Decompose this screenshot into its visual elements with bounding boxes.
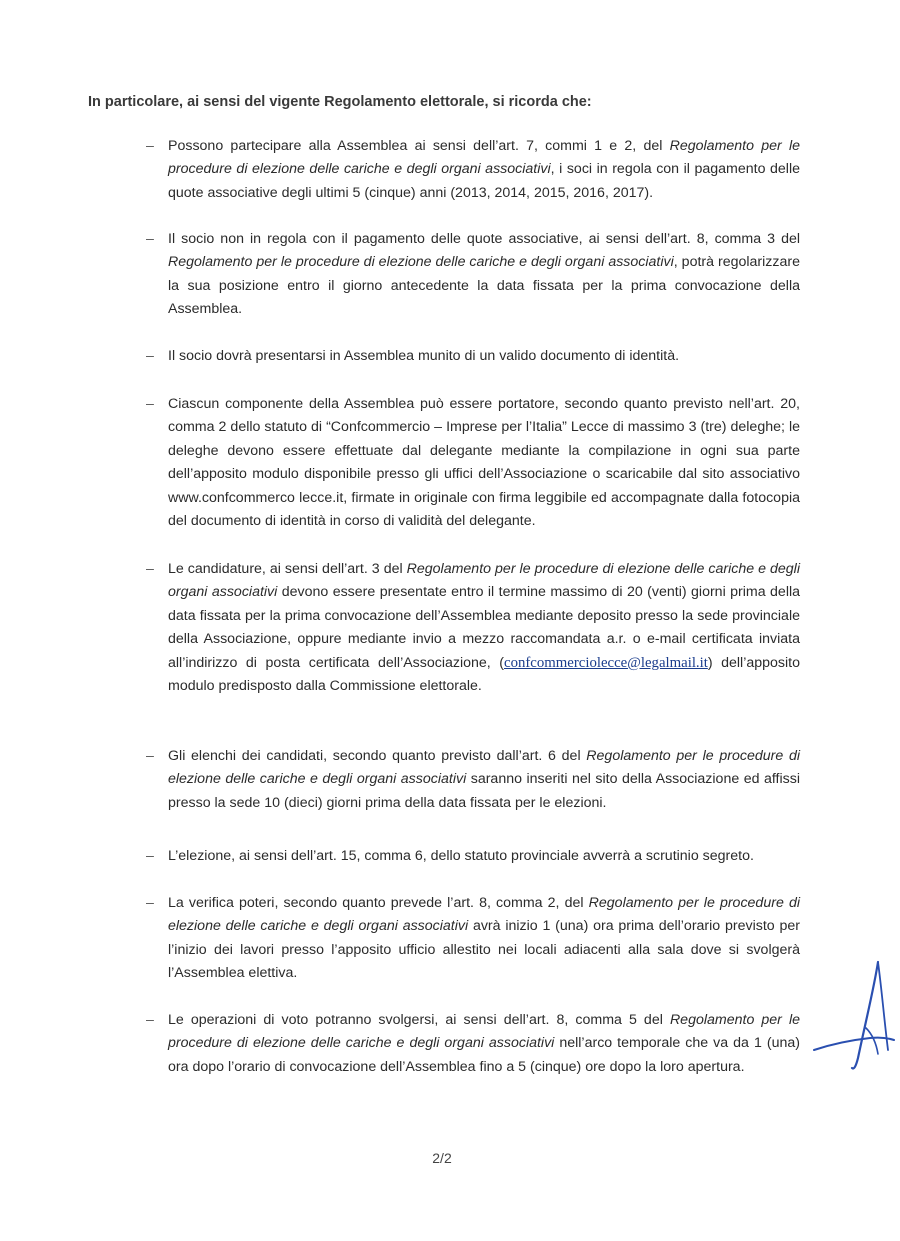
text-run: , i soci in regola con il pagamento delle quote associative degli ultimi 5 (cinque) anni (2013, 2014, 2015, 2016, 2017). [168, 161, 800, 201]
regolamento-title: Regolamento per le procedure di elezione delle cariche e degli organi associativi [168, 748, 800, 788]
signature-icon [808, 958, 896, 1074]
list-item [146, 345, 800, 368]
dash-bullet: – [146, 848, 154, 864]
list-item-text [168, 345, 800, 368]
text-run: nell’arco temporale che va da 1 (una) ora dopo l’orario di convocazione dell’Assemblea fino a 5 (cinque) ore dopo la loro apertura. [168, 1035, 800, 1075]
text-run: Gli elenchi dei candidati, secondo quanto previsto dall’art. 6 del [168, 748, 587, 764]
text-run: Le candidature, ai sensi dell’art. 3 del [168, 561, 407, 577]
regolamento-title: Regolamento per le procedure di elezione delle cariche e degli organi associativi [168, 895, 800, 935]
text-run: Ciascun componente della Assemblea può essere portatore, secondo quanto previsto nell’art. 20, comma 2 dello statuto di “Confcommercio – Imprese per l’Italia” Lecce di massimo 3 (tre) deleghe; le deleghe devono essere effettuate dal delegante mediante la compilazione in ogni sua parte dell’apposito modulo disponibile presso gli uffici dell’Associazione o scaricabile dal sito associativo www.confcommerco lecce.it, firmate in originale con firma leggibile ed accompagnate dalla fotocopia del documento di identità in corso di validità del delegante. [168, 396, 800, 530]
list-item [146, 892, 800, 986]
intro-heading: In particolare, ai sensi del vigente Regolamento elettorale, si ricorda che: [88, 94, 592, 110]
dash-bullet: – [146, 231, 154, 247]
list-item [146, 1009, 800, 1079]
regolamento-title: Regolamento per le procedure di elezione delle cariche e degli organi associativi [168, 254, 674, 271]
dash-bullet: – [146, 396, 154, 412]
text-run: avrà inizio 1 (una) ora prima dell’orario previsto per l’inizio dei lavori presso l’apposito ufficio allestito nei locali adiacenti alla sala dove si svolgerà l’Assemblea elettiva. [168, 918, 800, 982]
text-run: , potrà regolarizzare la sua posizione entro il giorno antecedente la data fissata per la prima convocazione della Assemblea. [168, 254, 800, 318]
text-run: Possono partecipare alla Assemblea ai sensi dell’art. 7, commi 1 e 2, del [168, 138, 670, 154]
text-run: Il socio non in regola con il pagamento delle quote associative, ai sensi dell’art. 8, comma 3 del [168, 231, 800, 247]
list-item-text [168, 745, 800, 815]
list-item [146, 845, 800, 868]
pec-email-link[interactable]: confcommerciolecce@legalmail.it [504, 654, 708, 671]
list-item [146, 558, 800, 698]
list-item [146, 393, 800, 533]
page-number: 2/2 [432, 1150, 452, 1166]
text-run: devono essere presentate entro il termine massimo di 20 (venti) giorni prima della data fissata per la prima convocazione dell’Assemblea mediante deposito presso la sede provinciale della Associazione, oppure mediante invio a mezzo raccomandata a.r. o e-mail certificata inviata all’indirizzo di posta certificata dell’Associazione, ( [168, 584, 801, 671]
dash-bullet: – [146, 748, 154, 764]
text-run: saranno inseriti nel sito della Associazione ed affissi presso la sede 10 (dieci) giorni prima della data fissata per le elezioni. [168, 771, 800, 811]
dash-bullet: – [146, 138, 154, 154]
dash-bullet: – [146, 561, 154, 577]
list-item [146, 745, 800, 815]
text-run: Le operazioni di voto potranno svolgersi, ai sensi dell’art. 8, comma 5 del [168, 1012, 670, 1028]
regolamento-title: Regolamento per le procedure di elezione delle cariche e degli organi associativi [168, 1012, 801, 1052]
list-item-text [168, 1009, 800, 1079]
dash-bullet: – [146, 895, 154, 911]
dash-bullet: – [146, 348, 154, 364]
text-run: ) dell’apposito modulo predisposto dalla Commissione elettorale. [168, 654, 800, 695]
list-item-text [168, 393, 800, 533]
list-item-text [168, 228, 800, 322]
text-run: L’elezione, ai sensi dell’art. 15, comma 6, dello statuto provinciale avverrà a scrutinio segreto. [168, 848, 754, 864]
regolamento-title: Regolamento per le procedure di elezione delle cariche e degli organi associativi [168, 138, 800, 178]
regolamento-title: Regolamento per le procedure di elezione delle cariche e degli organi associativi [168, 561, 800, 601]
text-run: Il socio dovrà presentarsi in Assemblea munito di un valido documento di identità. [168, 348, 680, 364]
list-item-text [168, 135, 800, 205]
list-item [146, 228, 800, 322]
text-run: La verifica poteri, secondo quanto prevede l’art. 8, comma 2, del [168, 895, 589, 911]
list-item-text [168, 892, 800, 986]
list-item [146, 135, 800, 205]
dash-bullet: – [146, 1012, 154, 1028]
list-item-text [168, 558, 800, 698]
list-item-text [168, 845, 800, 868]
